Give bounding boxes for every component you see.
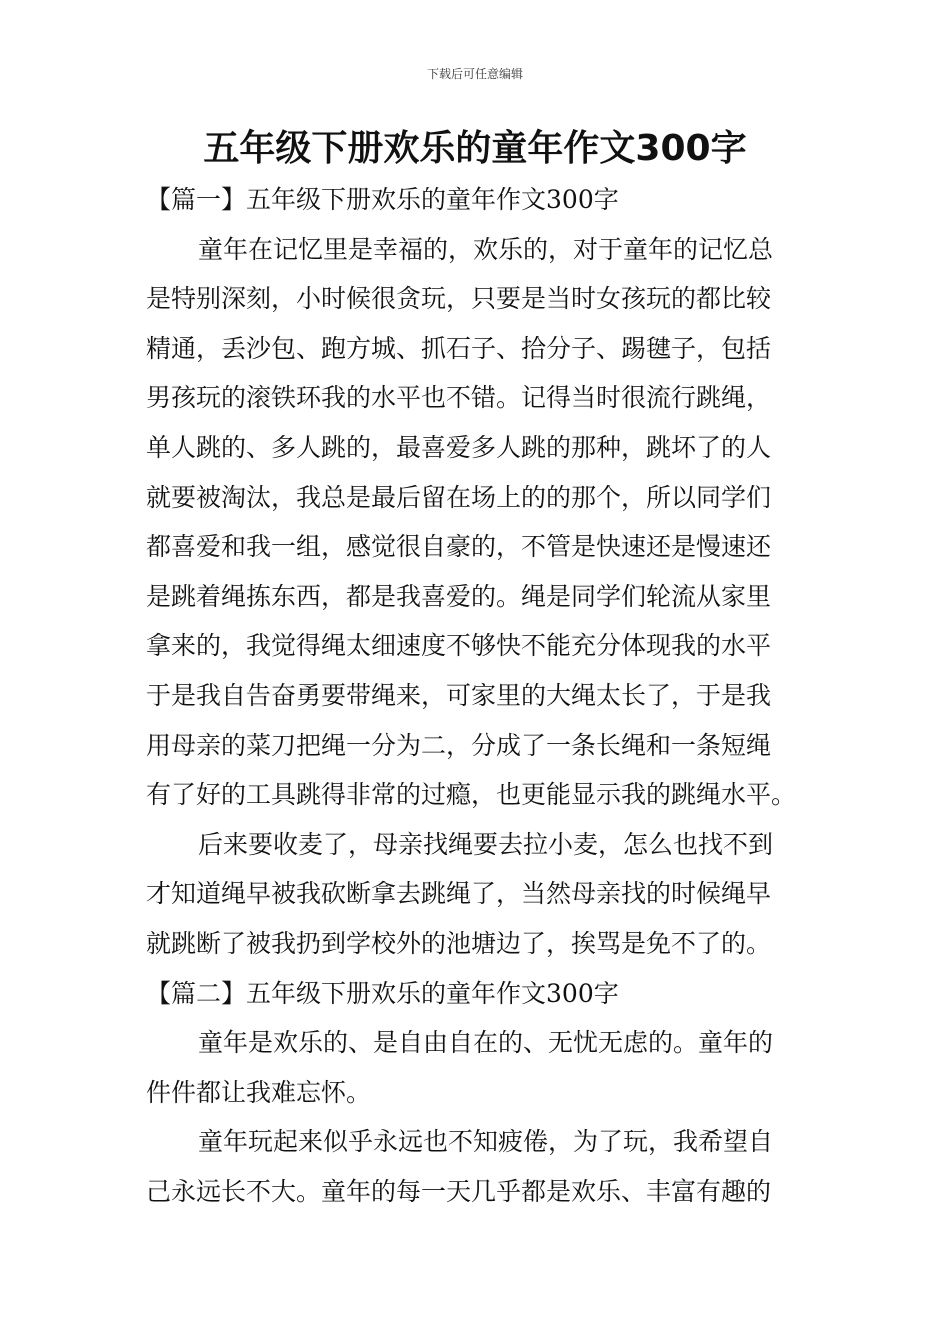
text-line: 己永远长不大。童年的每一天几乎都是欢乐、丰富有趣的 — [146, 1176, 772, 1206]
text-line: 单人跳的、多人跳的，最喜爱多人跳的那种，跳坏了的人 — [146, 432, 772, 462]
text-line: 才知道绳早被我砍断拿去跳绳了，当然母亲找的时候绳早 — [146, 879, 772, 909]
text-line: 【篇二】五年级下册欢乐的童年作文300字 — [146, 978, 619, 1008]
text-line: 就跳断了被我扔到学校外的池塘边了，挨骂是免不了的。 — [146, 928, 772, 958]
text-line: 是跳着绳拣东西，都是我喜爱的。绳是同学们轮流从家里 — [146, 581, 772, 611]
document-body — [146, 175, 810, 1216]
text-line: 用母亲的菜刀把绳一分为二，分成了一条长绳和一条短绳 — [146, 730, 772, 760]
text-line: 是特别深刻，小时候很贪玩，只要是当时女孩玩的都比较 — [146, 284, 772, 314]
text-line: 都喜爱和我一组，感觉很自豪的，不管是快速还是慢速还 — [146, 532, 772, 562]
text-line: 后来要收麦了，母亲找绳要去拉小麦，怎么也找不到 — [198, 829, 774, 859]
text-line: 有了好的工具跳得非常的过瘾，也更能显示我的跳绳水平。 — [146, 780, 797, 810]
text-line: 男孩玩的滚铁环我的水平也不错。记得当时很流行跳绳， — [146, 383, 772, 413]
text-line: 于是我自告奋勇要带绳来，可家里的大绳太长了，于是我 — [146, 680, 772, 710]
document-title: 五年级下册欢乐的童年作文300字 — [203, 128, 747, 169]
text-line: 【篇一】五年级下册欢乐的童年作文300字 — [146, 185, 619, 214]
text-line: 童年是欢乐的、是自由自在的、无忧无虑的。童年的 — [198, 1028, 774, 1058]
text-line: 拿来的，我觉得绳太细速度不够快不能充分体现我的水平 — [146, 631, 772, 661]
text-line: 件件都让我难忘怀。 — [146, 1077, 372, 1107]
text-line: 精通，丢沙包、跑方城、抓石子、拾分子、踢毽子，包括 — [146, 333, 772, 363]
text-line: 童年在记忆里是幸福的，欢乐的，对于童年的记忆总 — [198, 234, 774, 264]
text-line: 童年玩起来似乎永远也不知疲倦，为了玩，我希望自 — [198, 1127, 774, 1157]
text-line: 就要被淘汰，我总是最后留在场上的的那个，所以同学们 — [146, 482, 772, 512]
header-note: 下载后可任意编辑 — [426, 67, 523, 81]
